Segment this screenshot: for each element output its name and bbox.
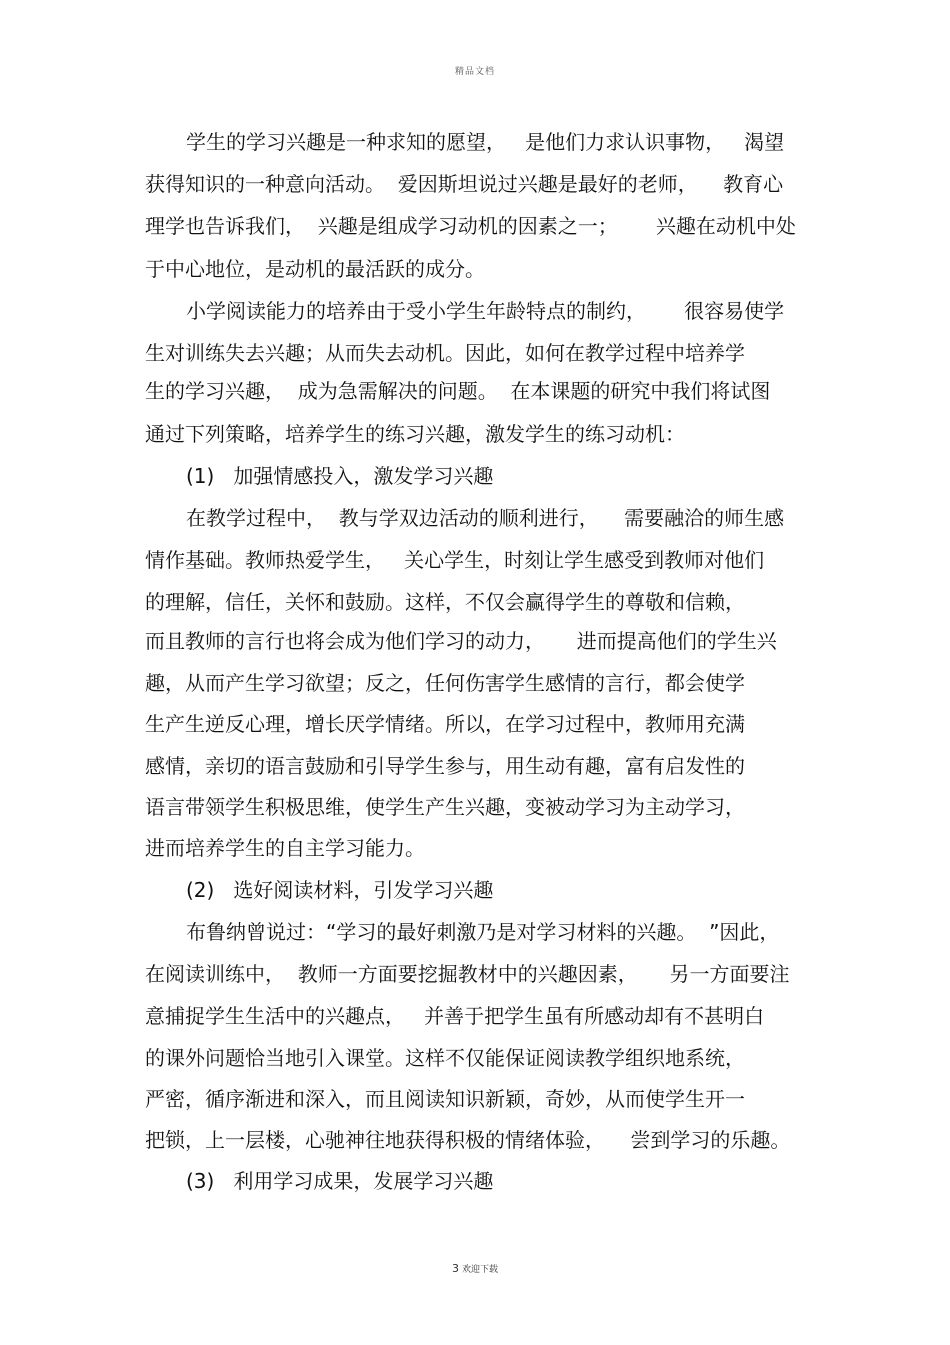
text-line: 于中心地位，是动机的最活跃的成分。 (145, 257, 485, 281)
text-line: 生的学习兴趣， 成为急需解决的问题。 在本课题的研究中我们将试图 (145, 379, 771, 403)
text-line: 小学阅读能力的培养由于受小学生年龄特点的制约， 很容易使学 (186, 299, 785, 323)
text-line: 获得知识的一种意向活动。 爱因斯坦说过兴趣是最好的老师， 教育心 (145, 172, 784, 196)
text-line: 的理解，信任，关怀和鼓励。这样，不仅会赢得学生的尊敬和信赖， (145, 590, 745, 614)
text-line: 通过下列策略，培养学生的练习兴趣，激发学生的练习动机： (145, 422, 685, 446)
text-line: 学生的学习兴趣是一种求知的愿望， 是他们力求认识事物， 渴望 (186, 130, 785, 154)
text-line: 而且教师的言行也将会成为他们学习的动力， 进而提高他们的学生兴 (145, 629, 777, 653)
text-line: 在阅读训练中， 教师一方面要挖掘教材中的兴趣因素， 另一方面要注 (145, 962, 790, 986)
page-header: 精品文档 (454, 67, 495, 77)
page-number: 3 (451, 1262, 459, 1275)
text-line: 趣，从而产生学习欲望；反之，任何伤害学生感情的言行，都会使学 (145, 671, 745, 695)
text-line: 在教学过程中， 教与学双边活动的顺利进行， 需要融洽的师生感 (186, 506, 785, 530)
section-heading: (3) 利用学习成果，发展学习兴趣 (186, 1169, 494, 1193)
text-line: 严密，循序渐进和深入，而且阅读知识新颖，奇妙，从而使学生开一 (145, 1087, 745, 1111)
text-line: 进而培养学生的自主学习能力。 (145, 836, 425, 860)
text-line: 生产生逆反心理，增长厌学情绪。所以，在学习过程中，教师用充满 (145, 712, 745, 736)
text-line: 理学也告诉我们， 兴趣是组成学习动机的因素之一； 兴趣在动机中处 (145, 214, 796, 238)
text-line: 生对训练失去兴趣；从而失去动机。因此，如何在教学过程中培养学 (145, 341, 745, 365)
footer-text: 欢迎下载 (461, 1265, 498, 1275)
section-heading: (2) 选好阅读材料，引发学习兴趣 (186, 878, 494, 902)
text-line: 布鲁纳曾说过：“学习的最好刺激乃是对学习材料的兴趣。 ”因此， (186, 920, 780, 944)
text-line: 把锁，上一层楼，心驰神往地获得积极的情绪体验， 尝到学习的乐趣。 (145, 1128, 791, 1152)
section-heading: (1) 加强情感投入，激发学习兴趣 (186, 464, 494, 488)
text-line: 感情，亲切的语言鼓励和引导学生参与，用生动有趣，富有启发性的 (145, 754, 745, 778)
text-line: 的课外问题恰当地引入课堂。这样不仅能保证阅读教学组织地系统， (145, 1046, 745, 1070)
page-footer (0, 1262, 950, 1275)
text-line: 语言带领学生积极思维，使学生产生兴趣，变被动学习为主动学习， (145, 795, 745, 819)
text-line: 意捕捉学生生活中的兴趣点， 并善于把学生虽有所感动却有不甚明白 (145, 1004, 765, 1028)
text-line: 情作基础。教师热爱学生， 关心学生，时刻让学生感受到教师对他们 (145, 548, 765, 572)
